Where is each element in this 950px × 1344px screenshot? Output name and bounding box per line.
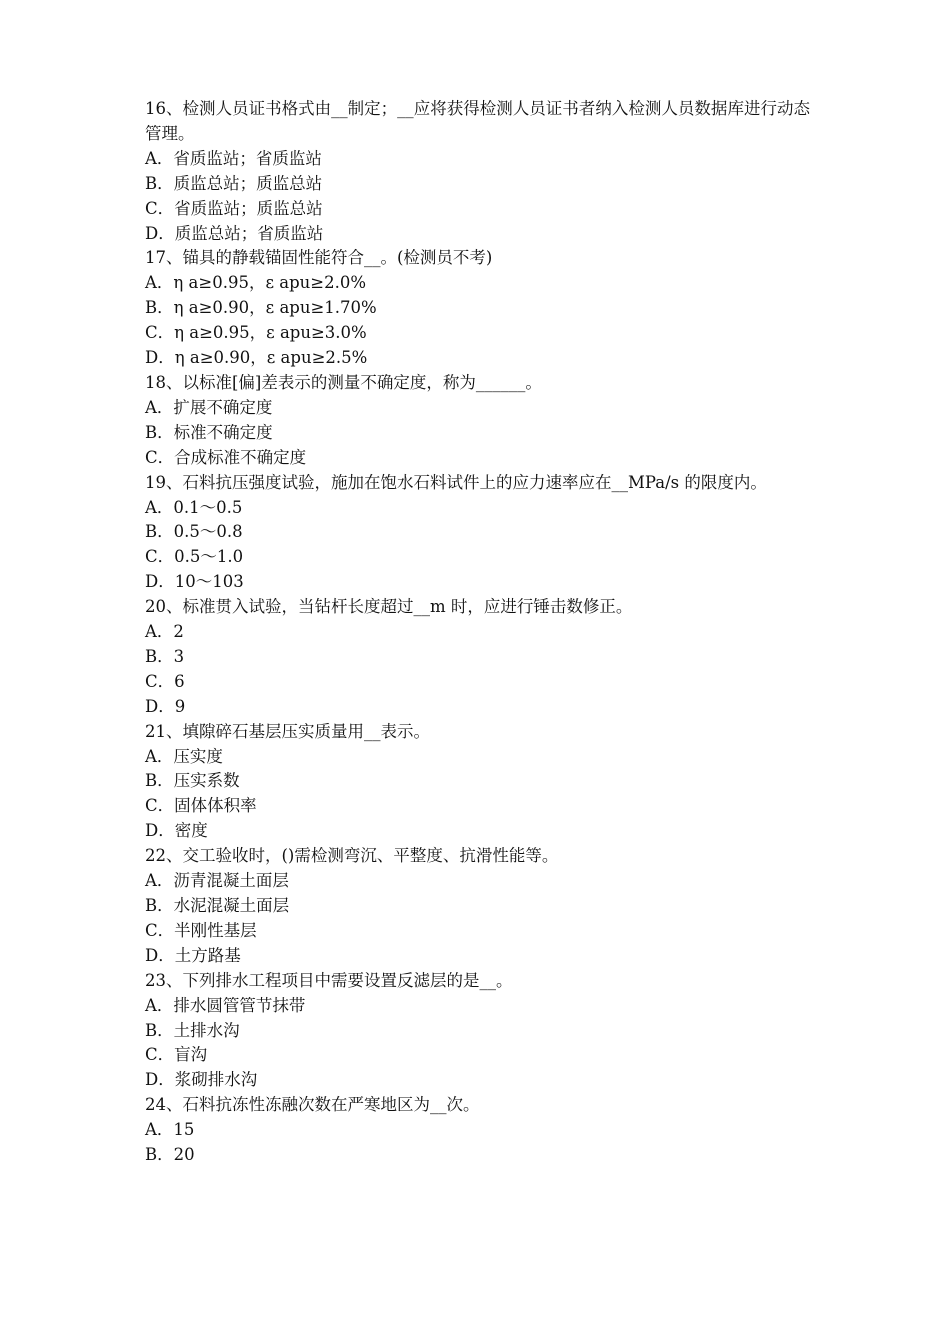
question-18 xyxy=(145,371,810,471)
option-d: D．质监总站；省质监站 xyxy=(145,223,324,243)
option-c: C．盲沟 xyxy=(145,1045,208,1065)
question-21 xyxy=(145,720,810,845)
option-b: B．标准不确定度 xyxy=(145,422,273,442)
option-d: D．η a≥0.90，ε apu≥2.5% xyxy=(145,348,368,368)
question-stem: 22、交工验收时，()需检测弯沉、平整度、抗滑性能等。 xyxy=(145,846,559,866)
option-d: D．土方路基 xyxy=(145,945,241,965)
option-c: C．合成标准不确定度 xyxy=(145,447,307,467)
option-a: A．0.1～0.5 xyxy=(145,497,243,517)
question-22 xyxy=(145,844,810,969)
option-b: B．3 xyxy=(145,646,185,666)
option-d: D．9 xyxy=(145,696,186,716)
option-b: B．土排水沟 xyxy=(145,1020,240,1040)
option-a: A．扩展不确定度 xyxy=(145,397,273,417)
option-a: A．压实度 xyxy=(145,746,223,766)
question-17 xyxy=(145,246,810,371)
option-c: C．省质监站；质监总站 xyxy=(145,198,323,218)
question-24 xyxy=(145,1093,810,1168)
option-d: D．10～103 xyxy=(145,572,244,592)
option-a: A．15 xyxy=(145,1120,195,1140)
option-a: A．2 xyxy=(145,622,184,642)
option-c: C．固体体积率 xyxy=(145,796,257,816)
option-a: A．η a≥0.95，ε apu≥2.0% xyxy=(145,273,367,293)
question-23 xyxy=(145,969,810,1094)
question-20 xyxy=(145,595,810,720)
question-stem: 20、标准贯入试验，当钻杆长度超过__m 时，应进行锤击数修正。 xyxy=(145,597,633,617)
question-stem: 19、石料抗压强度试验，施加在饱水石料试件上的应力速率应在__MPa/s 的限度内。 xyxy=(145,472,767,492)
option-d: D．浆砌排水沟 xyxy=(145,1070,258,1090)
option-b: B．η a≥0.90，ε apu≥1.70% xyxy=(145,298,377,318)
question-16 xyxy=(145,97,810,246)
question-stem: 23、下列排水工程项目中需要设置反滤层的是__。 xyxy=(145,970,513,990)
option-d: D．密度 xyxy=(145,821,208,841)
option-c: C．0.5～1.0 xyxy=(145,547,244,567)
option-b: B．质监总站；质监总站 xyxy=(145,173,323,193)
option-a: A．沥青混凝土面层 xyxy=(145,871,289,891)
option-b: B．压实系数 xyxy=(145,771,240,791)
question-stem: 21、填隙碎石基层压实质量用__表示。 xyxy=(145,721,430,741)
option-b: B．20 xyxy=(145,1145,195,1165)
question-stem: 17、锚具的静载锚固性能符合__。(检测员不考) xyxy=(145,248,493,268)
option-a: A．省质监站；省质监站 xyxy=(145,148,322,168)
option-a: A．排水圆管管节抹带 xyxy=(145,995,306,1015)
question-stem: 18、以标准[偏]差表示的测量不确定度，称为______。 xyxy=(145,372,542,392)
option-c: C．半刚性基层 xyxy=(145,920,257,940)
option-c: C．6 xyxy=(145,671,185,691)
option-b: B．0.5～0.8 xyxy=(145,522,243,542)
document-page xyxy=(145,97,810,1168)
option-b: B．水泥混凝土面层 xyxy=(145,896,290,915)
question-stem: 16、检测人员证书格式由__制定；__应将获得检测人员证书者纳入检测人员数据库进行动态管理。 xyxy=(145,99,810,143)
question-stem: 24、石料抗冻性冻融次数在严寒地区为__次。 xyxy=(145,1095,480,1115)
question-19 xyxy=(145,471,810,596)
option-c: C．η a≥0.95，ε apu≥3.0% xyxy=(145,323,367,343)
